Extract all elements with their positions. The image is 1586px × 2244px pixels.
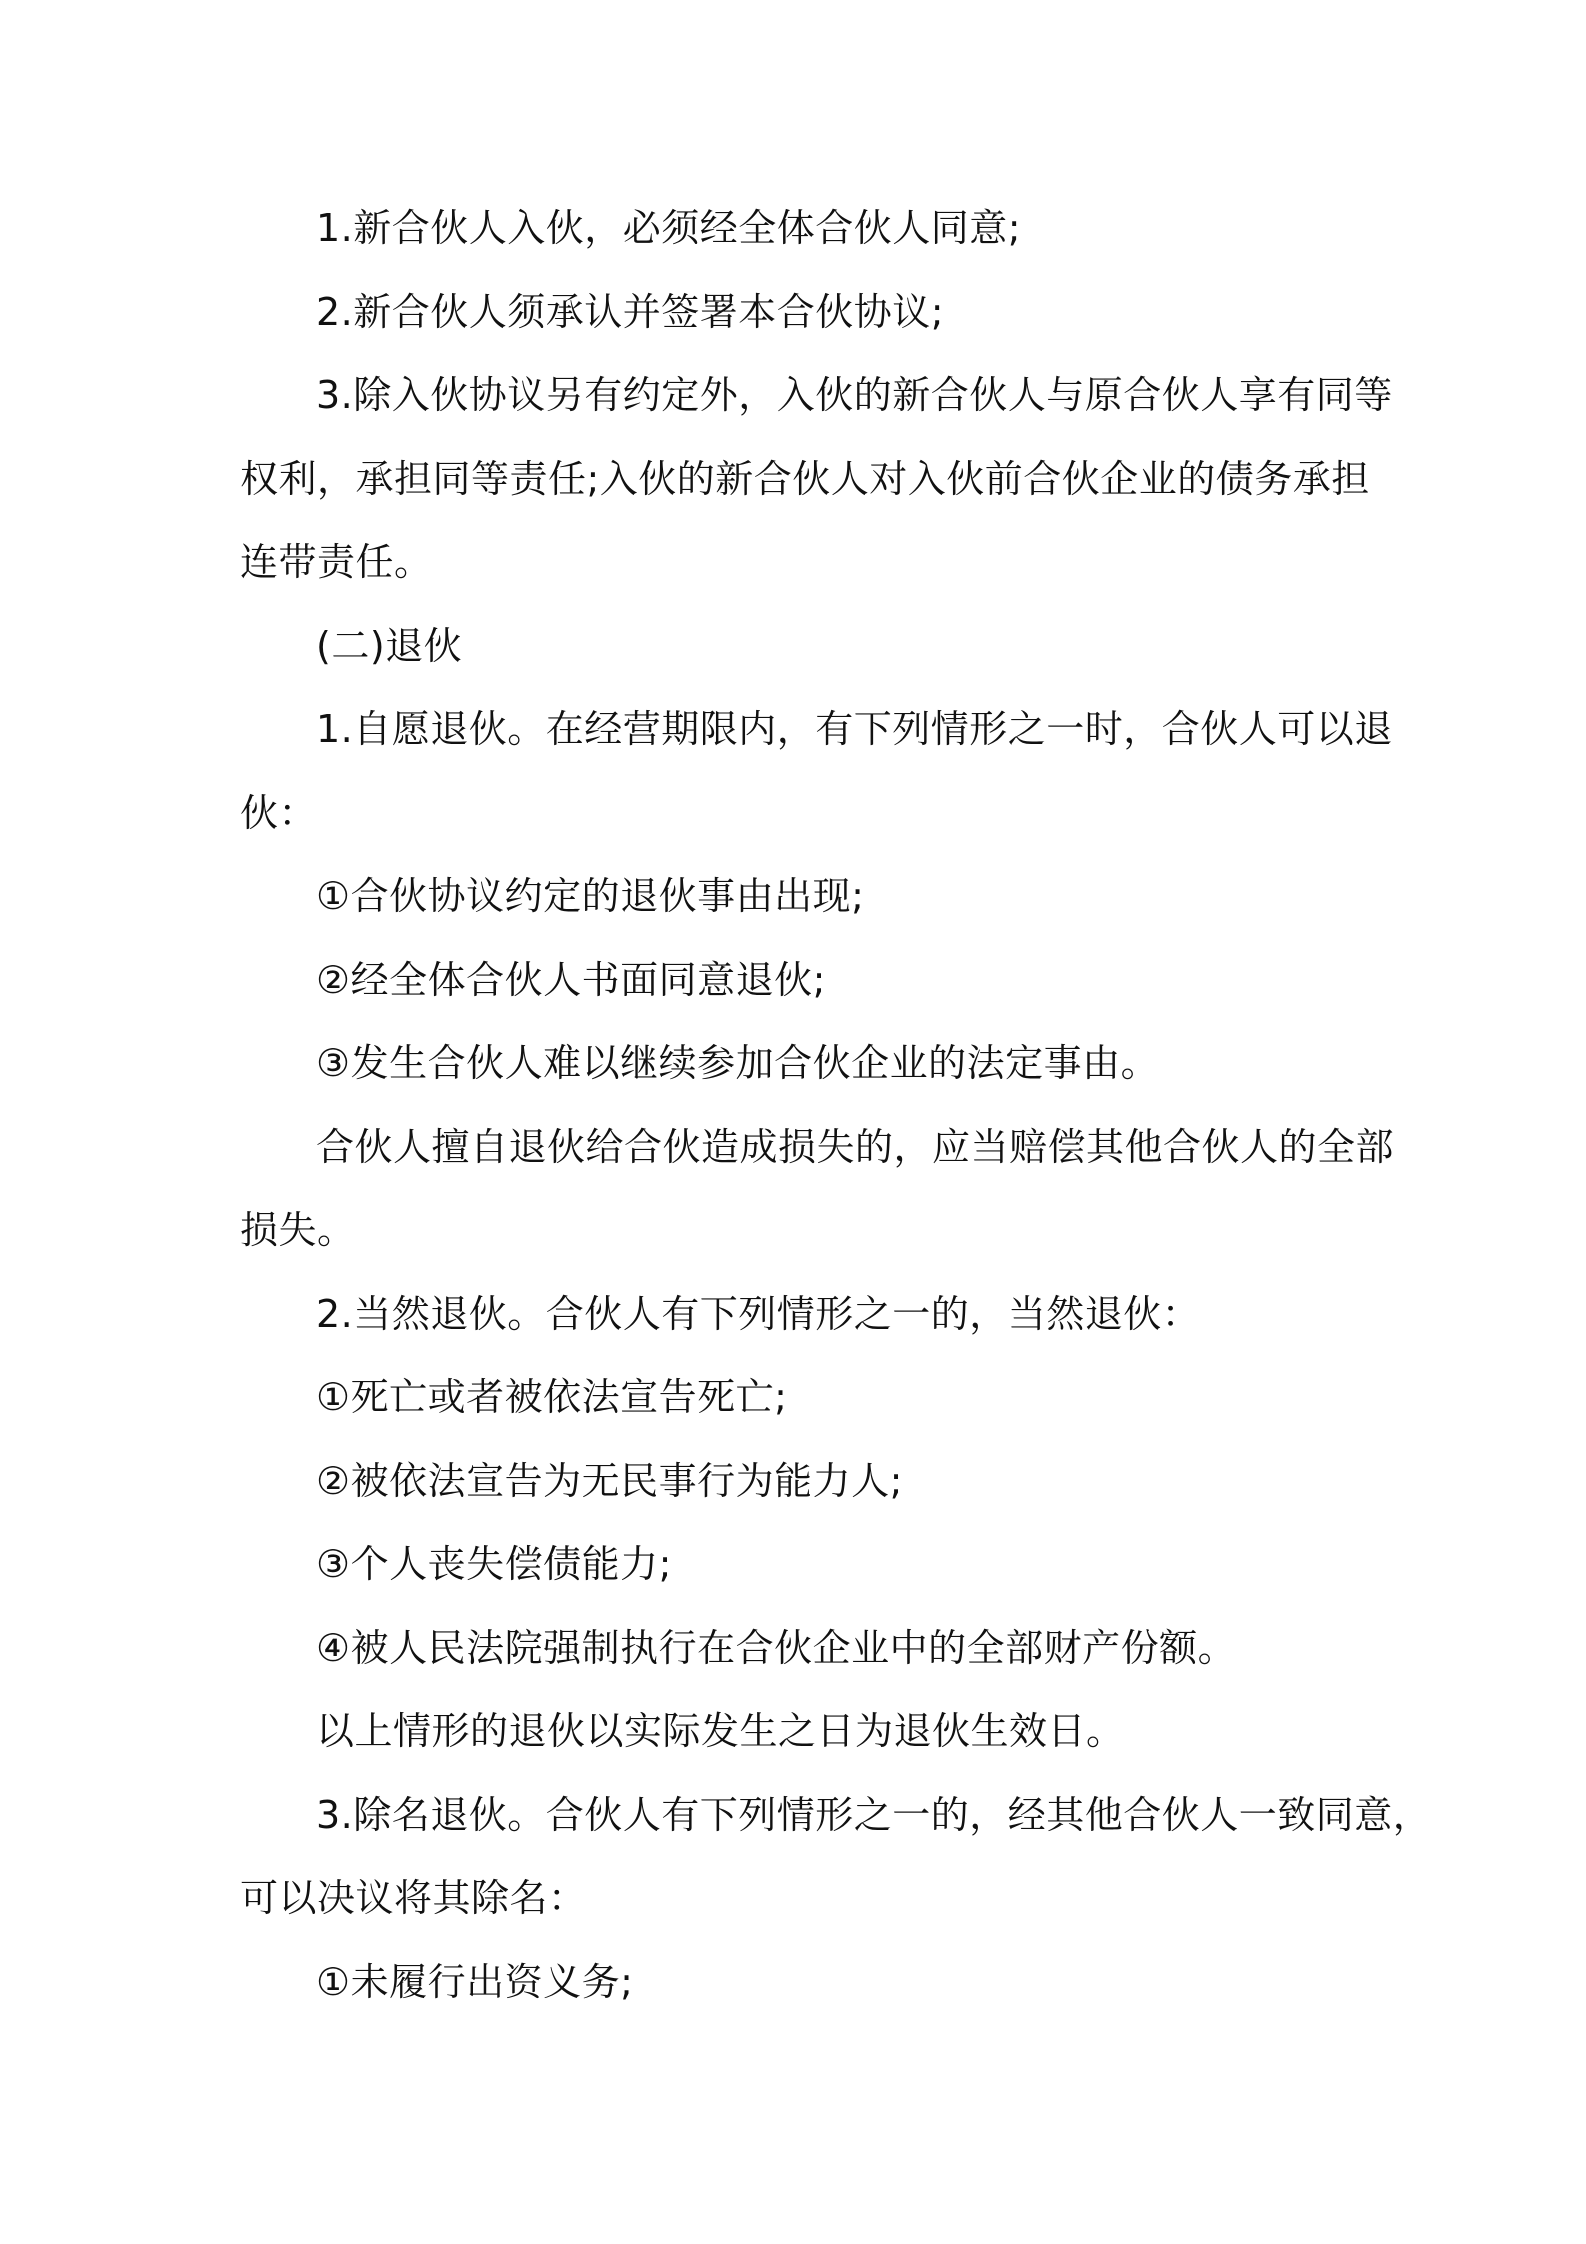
text-line: 伙：: [240, 791, 318, 835]
text-line: 3.除名退伙。合伙人有下列情形之一的，经其他合伙人一致同意，: [316, 1793, 1432, 1837]
list-item: ④被人民法院强制执行在合伙企业中的全部财产份额。: [316, 1626, 1237, 1670]
text-line: 以上情形的退伙以实际发生之日为退伙生效日。: [316, 1709, 1125, 1753]
text-line: 权利，承担同等责任;入伙的新合伙人对入伙前合伙企业的债务承担: [240, 457, 1370, 501]
list-item: ①未履行出资义务;: [316, 1960, 634, 2004]
text-line: 可以决议将其除名：: [240, 1876, 587, 1920]
text-line: 连带责任。: [240, 540, 433, 584]
list-item: ②被依法宣告为无民事行为能力人;: [316, 1459, 903, 1503]
list-item: ③发生合伙人难以继续参加合伙企业的法定事由。: [316, 1041, 1160, 1085]
text-line: 2.新合伙人须承认并签署本合伙协议;: [316, 290, 945, 334]
list-item: ①死亡或者被依法宣告死亡;: [316, 1375, 788, 1419]
list-item: ①合伙协议约定的退伙事由出现;: [316, 874, 865, 918]
text-line: 1.新合伙人入伙，必须经全体合伙人同意;: [316, 206, 1022, 250]
text-line: 1.自愿退伙。在经营期限内，有下列情形之一时，合伙人可以退: [316, 707, 1393, 751]
list-item: ③个人丧失偿债能力;: [316, 1542, 672, 1586]
text-line: 损失。: [240, 1208, 356, 1252]
list-item: ②经全体合伙人书面同意退伙;: [316, 958, 826, 1002]
text-line: 2.当然退伙。合伙人有下列情形之一的，当然退伙：: [316, 1292, 1201, 1336]
text-line: 3.除入伙协议另有约定外，入伙的新合伙人与原合伙人享有同等: [316, 373, 1393, 417]
text-line: 合伙人擅自退伙给合伙造成损失的，应当赔偿其他合伙人的全部: [316, 1125, 1395, 1169]
section-heading: (二)退伙: [316, 624, 463, 668]
